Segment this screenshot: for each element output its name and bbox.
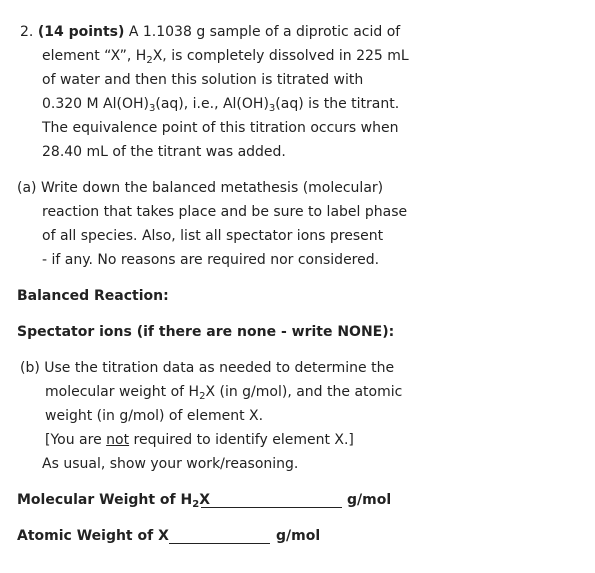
question-2-line-4 bbox=[42, 95, 399, 113]
text: X (in g/mol), and the atomic bbox=[205, 384, 403, 400]
molecular-weight-label bbox=[17, 491, 210, 509]
question-points: (14 points) bbox=[37, 24, 125, 40]
part-b-line-1: (b) Use the titration data as needed to determine the bbox=[20, 360, 395, 376]
part-b-line-2 bbox=[45, 383, 402, 401]
text: molecular weight of H bbox=[45, 384, 200, 400]
underlined-text: not bbox=[106, 432, 130, 448]
part-b-line-3: weight (in g/mol) of element X. bbox=[45, 408, 264, 424]
text: (aq), i.e., Al(OH) bbox=[155, 96, 269, 112]
question-number: 2. bbox=[20, 24, 34, 40]
question-2-line-3: of water and then this solution is titrated with bbox=[42, 72, 364, 88]
part-b-line-4 bbox=[45, 431, 354, 449]
subscript: 3 bbox=[149, 103, 156, 114]
question-2-line-6: 28.40 mL of the titrant was added. bbox=[42, 144, 286, 160]
spectator-ions-label: Spectator ions (if there are none - write NONE): bbox=[17, 324, 395, 340]
part-b-line-5: As usual, show your work/reasoning. bbox=[42, 456, 299, 472]
question-2-line-2 bbox=[42, 47, 409, 65]
subscript: 2 bbox=[146, 55, 153, 66]
text: required to identify element X.] bbox=[129, 432, 354, 448]
subscript: 2 bbox=[192, 499, 200, 510]
molecular-weight-unit: g/mol bbox=[347, 492, 392, 508]
atomic-weight-answer-blank[interactable] bbox=[169, 543, 270, 544]
atomic-weight-unit: g/mol bbox=[276, 528, 321, 544]
question-text: A 1.1038 g sample of a diprotic acid of bbox=[128, 24, 401, 40]
part-a-line-2: reaction that takes place and be sure to label phase bbox=[42, 204, 408, 220]
part-a-line-3: of all species. Also, list all spectator ions present bbox=[42, 228, 384, 244]
text: [You are bbox=[45, 432, 107, 448]
text: Molecular Weight of H bbox=[17, 492, 193, 508]
molecular-weight-answer-blank[interactable] bbox=[201, 507, 342, 508]
text: X bbox=[199, 492, 210, 508]
subscript: 2 bbox=[199, 391, 206, 402]
text: element “X”, H bbox=[42, 48, 147, 64]
atomic-weight-label: Atomic Weight of X bbox=[17, 528, 169, 544]
part-a-line-1: (a) Write down the balanced metathesis (molecular) bbox=[17, 180, 384, 196]
part-a-line-4: - if any. No reasons are required nor considered. bbox=[42, 252, 380, 268]
text: 0.320 M Al(OH) bbox=[42, 96, 149, 112]
balanced-reaction-label: Balanced Reaction: bbox=[17, 288, 169, 304]
question-2-line-1 bbox=[20, 23, 400, 41]
subscript: 3 bbox=[268, 103, 276, 114]
question-2-line-5: The equivalence point of this titration occurs when bbox=[42, 120, 399, 136]
text: (aq) is the titrant. bbox=[275, 96, 400, 112]
text: X, is completely dissolved in 225 mL bbox=[152, 48, 409, 64]
